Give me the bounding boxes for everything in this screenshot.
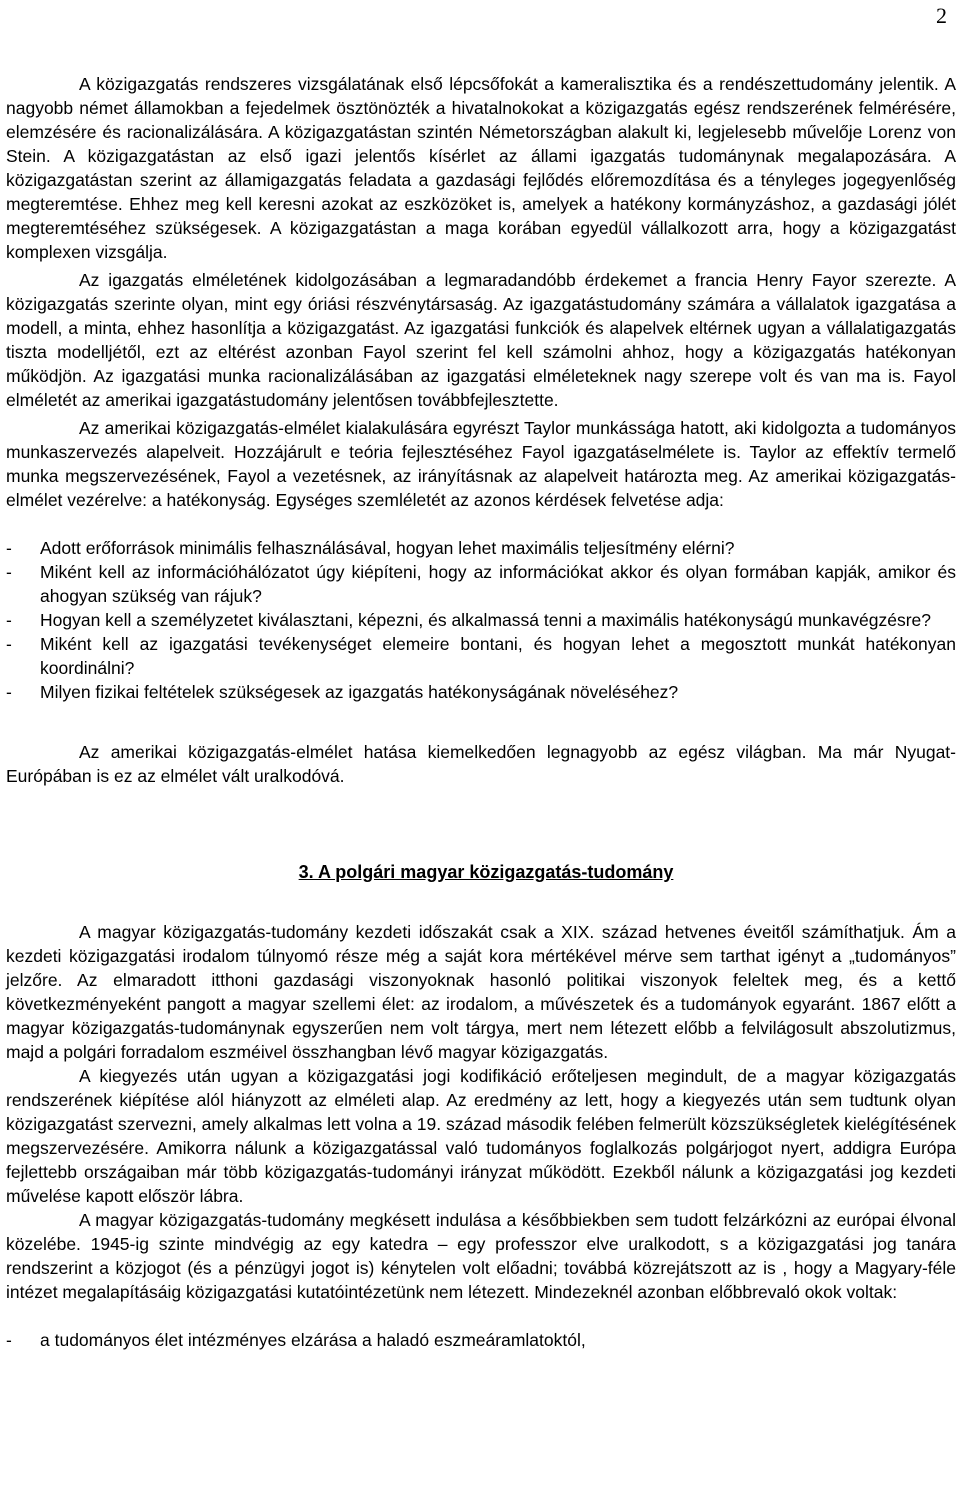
- reasons-list: [6, 1328, 956, 1352]
- document-body: [6, 72, 956, 1352]
- list-item: - Hogyan kell a személyzetet kiválasztani, képezni, és alkalmassá tenni a maximális hatékonyságú munkavégzésre?: [6, 610, 931, 630]
- question-list: [6, 536, 956, 704]
- dash-bullet: -: [6, 682, 12, 702]
- dash-bullet: -: [6, 1330, 12, 1350]
- paragraph-american-theory: Az amerikai közigazgatás-elmélet kialakulására egyrészt Taylor munkássága hatott, aki kidolgozta a tudományos munkaszervezés alapelveit. Hozzájárult e teória fejlesztéséhez Fayol igazgatáselmélete is. Taylor az effektív termelő munka megszervezésének, Fayol a vezetésnek, az irányításnak az alapelveit határozta meg. Az amerikai közigazgatás-elmélet vezérelve: a hatékonyság. Egységes szemléletét az azonos kérdések felvetése adja:: [6, 418, 956, 510]
- paragraph-compromise: A kiegyezés után ugyan a közigazgatási jogi kodifikáció erőteljesen megindult, de a magyar közigazgatás rendszerének kiépítése alól hiányzott az elméleti alap. Az eredmény az lett, hogy a kiegyezés után sem tudtunk olyan közigazgatást szervezni, amely alkalmas lett volna a 19. század második felében felmerült közszükségletek kielégítésének megszervezésére. Amikorra nálunk a közigazgatással való tudományos foglalkozás polgárjogot nyert, addigra Európa fejlettebb országaiban már több közigazgatás-tudományi irányzat működött. Ezekből nálunk a közigazgatási jog kezdeti művelése kapott először lábra.: [6, 1066, 956, 1206]
- paragraph-influence: Az amerikai közigazgatás-elmélet hatása kiemelkedően legnagyobb az egész világban. Ma már Nyugat-Európában is ez az elmélet vált uralkodóvá.: [6, 742, 956, 786]
- dash-bullet: -: [6, 610, 12, 630]
- paragraph-cameralistics: A közigazgatás rendszeres vizsgálatának első lépcsőfokát a kameralisztika és a rendészettudomány jelentik. A nagyobb német államokban a fejedelmek ösztönözték a hivatalnokokat a közigazgatás egész rendszerének felmérésére, elemzésére és racionalizálására. A közigazgatástan szintén Németországban alakult ki, legjelesebb művelője Lorenz von Stein. A közigazgatástan az első igazi jelentős kísérlet az állami igazgatás tudománynak megalapozására. A közigazgatástan szerint az államigazgatás feladata a gazdasági fejlődés előremozdítása és a tényleges jogegyenlőség megteremtése. Ehhez meg kell keresni azokat az eszközöket is, amelyek a hatékony kormányzáshoz, a gazdasági jólét megteremtéséhez szükségesek. A közigazgatástan a maga korában egyedül vállalkozott arra, hogy a közigazgatást komplexen vizsgálja.: [6, 74, 956, 262]
- list-item: - Milyen fizikai feltételek szükségesek az igazgatás hatékonyságának növeléséhez?: [6, 682, 679, 702]
- paragraph-late-start: A magyar közigazgatás-tudomány megkésett indulása a későbbiekben sem tudott felzárkózni az európai élvonal közelébe. 1945-ig szinte mindvégig az egy katedra – egy professzor elve uralkodott, s a közigazgatási jog tanára rendszerint a közjogot (és a pénzügyi jogot is) kénytelen volt előadni; továbbá közrejátszott az is , hogy a Magyary-féle intézet megalapításáig közigazgatási kutatóintézetünk nem létezett. Mindezeknél azonban előbbrevaló okok voltak:: [6, 1210, 956, 1302]
- paragraph-fayol: Az igazgatás elméletének kidolgozásában a legmaradandóbb érdekemet a francia Henry Fayor szerezte. A közigazgatás szerinte olyan, mint egy óriási részvénytársaság. Az igazgatástudomány számára a vállalatok igazgatása a modell, a minta, ehhez hasonlítja a közigazgatást. Az igazgatási funkciók és alapelvek eltérnek ugyan a vállalatigazgatás tiszta modelljétől, ezt az eltérést azonban Fayol szerint fel kell számolni ahhoz, hogy a közigazgatás hatékonyan működjön. Az igazgatási munka racionalizálásában az igazgatási elméleteknek nagy szerepe volt és van ma is. Fayol elméletét az amerikai igazgatástudomány jelentősen továbbfejlesztette.: [6, 270, 956, 410]
- list-item: - a tudományos élet intézményes elzárása a haladó eszmeáramlatoktól,: [6, 1330, 586, 1350]
- list-item: - Adott erőforrások minimális felhasználásával, hogyan lehet maximális teljesítmény elérni?: [6, 538, 735, 558]
- list-item: - Miként kell az információhálózatot úgy kiépíteni, hogy az információkat akkor és olyan formában kapják, amikor és ahogyan szükség van rájuk?: [6, 562, 956, 606]
- dash-bullet: -: [6, 562, 12, 582]
- dash-bullet: -: [6, 634, 12, 654]
- section-heading: 3. A polgári magyar közigazgatás-tudomány: [298, 862, 674, 882]
- paragraph-hungarian-beginnings: A magyar közigazgatás-tudomány kezdeti időszakát csak a XIX. század hetvenes éveitől számíthatjuk. Ám a kezdeti közigazgatási irodalom túlnyomó része még a saját kora mértékével mérve sem tarthat igényt a „tudományos” jelzőre. Az elmaradott itthoni gazdasági viszonyoknak hasonló politikai viszonyok feleltek meg, és a kettő következményeként pangott a magyar szellemi élet: az irodalom, a művészetek és a tudományok egyaránt. 1867 előtt a magyar közigazgatás-tudománynak egyszerűen nem volt tárgya, mert nem létezett előbb a felvilágosult abszolutizmus, majd a polgári forradalom eszméivel összhangban lévő magyar közigazgatás.: [6, 922, 956, 1062]
- page-number: 2: [936, 3, 947, 28]
- dash-bullet: -: [6, 538, 12, 558]
- list-item: - Miként kell az igazgatási tevékenységet elemeire bontani, és hogyan lehet a megosztott munkát hatékonyan koordinálni?: [6, 634, 956, 678]
